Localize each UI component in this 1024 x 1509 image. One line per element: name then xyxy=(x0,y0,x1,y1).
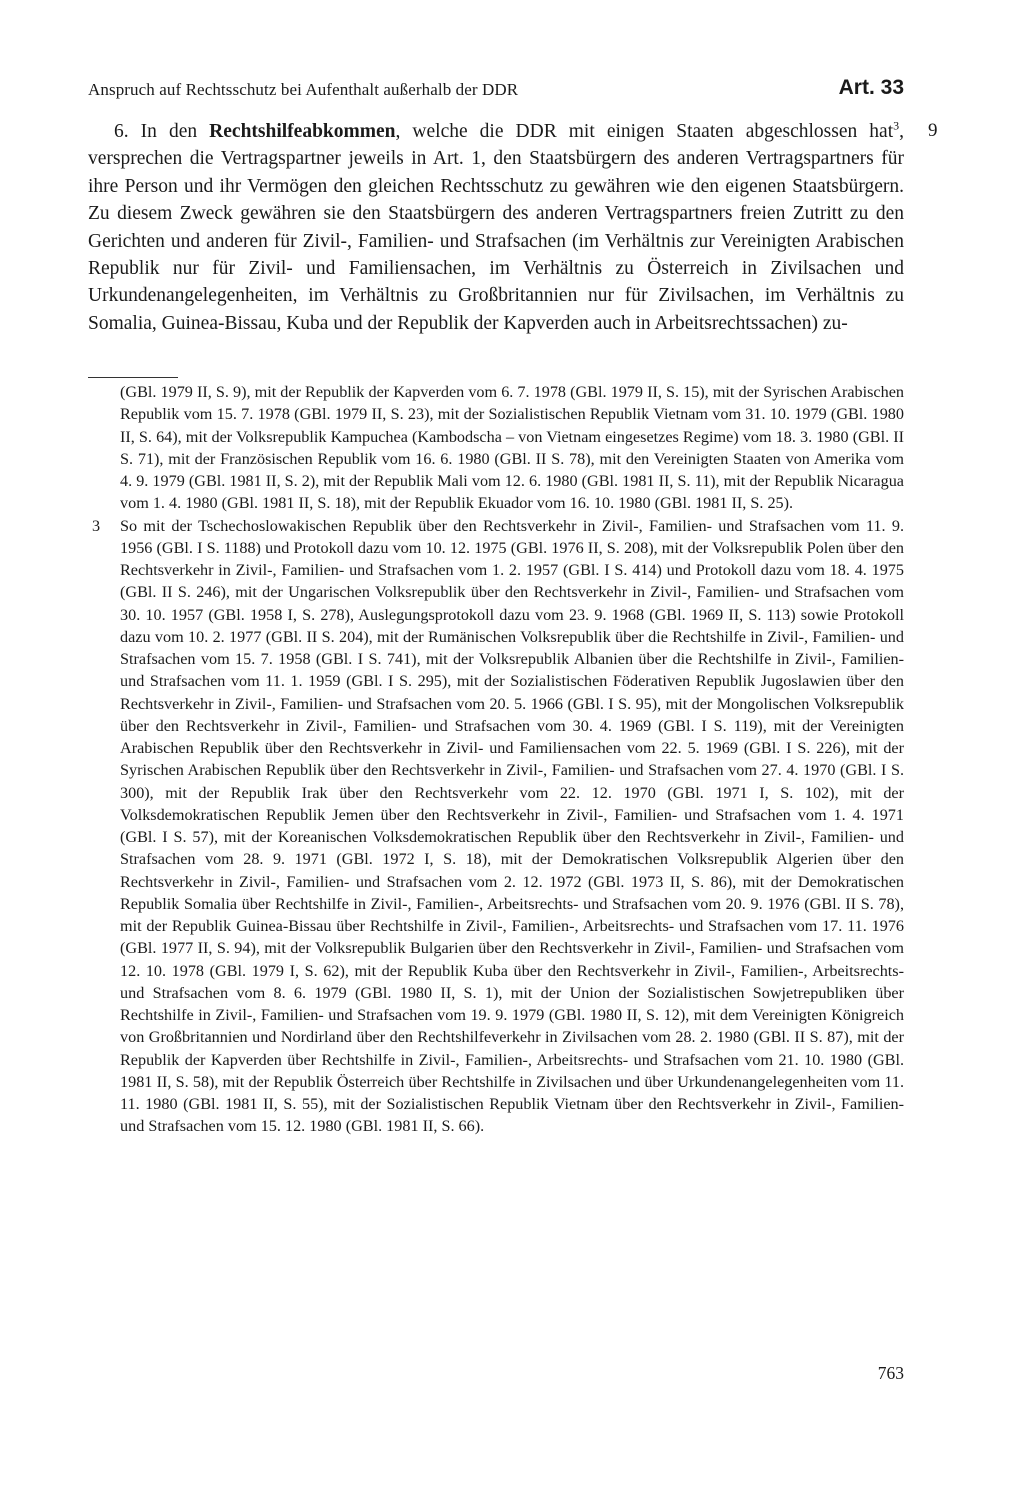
footnote-3 xyxy=(88,515,904,1138)
paragraph-mid: , welche die DDR mit einigen Staaten abgeschlossen hat xyxy=(395,121,894,142)
running-title: Anspruch auf Rechtsschutz bei Aufenthalt außerhalb der DDR xyxy=(88,80,519,99)
footnote-3-text: So mit der Tschechoslowakischen Republik über den Rechtsverkehr in Zivil-, Familien- und Strafsachen vom 11. 9. 1956 (GBl. I S. 1188) und Protokoll dazu vom 10. 12. 1975 (GBl. 1976 II, S. 208), mit der Volksrepublik Polen über den Rechtsverkehr in Zivil-, Familien- und Strafsachen vom 1. 2. 1957 (GBl. I S. 414) und Protokoll dazu vom 18. 4. 1975 (GBl. II S. 246), mit der Ungarischen Volksrepublik über den Rechtsverkehr in Zivil-, Familien- und Strafsachen vom 30. 10. 1957 (GBl. 1958 I, S. 278), Auslegungsprotokoll dazu vom 23. 9. 1968 (GBl. 1969 II, S. 113) sowie Protokoll dazu vom 10. 2. 1977 (GBl. II S. 204), mit der Rumänischen Volksrepublik über die Rechtshilfe in Zivil-, Familien- und Strafsachen vom 15. 7. 1958 (GBl. I S. 741), mit der Volksrepublik Albanien über die Rechtshilfe in Zivil-, Familien- und Strafsachen vom 11. 1. 1959 (GBl. I S. 295), mit der Sozialistischen Föderativen Republik Jugoslawien über den Rechtsverkehr in Zivil-, Familien- und Strafsachen vom 20. 5. 1966 (GBl. I S. 95), mit der Mongolischen Volksrepublik über den Rechtsverkehr in Zivil-, Familien- und Strafsachen vom 30. 4. 1969 (GBl. I S. 119), mit der Vereinigten Arabischen Republik über den Rechtsverkehr in Zivil- und Familiensachen vom 22. 5. 1969 (GBl. I S. 226), mit der Syrischen Arabischen Republik über den Rechtsverkehr in Zivil-, Familien- und Strafsachen vom 27. 4. 1970 (GBl. I S. 300), mit der Republik Irak über den Rechtsverkehr vom 22. 12. 1970 (GBl. 1971 I, S. 102), mit der Volksdemokratischen Republik Jemen über den Rechtsverkehr in Zivil-, Familien- und Strafsachen vom 1. 4. 1971 (GBl. I S. 57), mit der Koreanischen Volksdemokratischen Republik über den Rechtsverkehr in Zivil-, Familien- und Strafsachen vom 28. 9. 1971 (GBl. 1972 I, S. 18), mit der Demokratischen Volksrepublik Algerien über den Rechtsverkehr in Zivil-, Familien- und Strafsachen vom 2. 12. 1972 (GBl. 1973 II, S. 86), mit der Demokratischen Republik Somalia über Rechtshilfe in Zivil-, Familien-, Arbeitsrechts- und Strafsachen vom 20. 9. 1976 (GBl. II S. 78), mit der Republik Guinea-Bissau über Rechtshilfe in Zivil-, Familien-, Arbeitsrechts- und Strafsachen vom 17. 11. 1976 (GBl. 1977 II, S. 94), mit der Volksrepublik Bulgarien über den Rechtsverkehr in Zivil-, Familien- und Strafsachen vom 12. 10. 1978 (GBl. 1979 I, S. 62), mit der Republik Kuba über den Rechtsverkehr in Zivil-, Familien-, Arbeitsrechts- und Strafsachen vom 8. 6. 1979 (GBl. 1980 II, S. 1), mit der Union der Sozialistischen Sowjetrepubliken über Rechtshilfe in Zivil-, Familien- und Strafsachen vom 19. 9. 1979 (GBl. 1980 II, S. 12), mit dem Vereinigten Königreich von Großbritannien und Nordirland über den Rechtshilfeverkehr in Zivilsachen vom 28. 2. 1980 (GBl. II S. 87), mit der Republik der Kapverden über Rechtshilfe in Zivil-, Familien-, Arbeitsrechts- und Strafsachen vom 21. 10. 1980 (GBl. 1981 II, S. 58), mit der Republik Österreich über Rechtshilfe in Zivilsachen und über Urkundenangelegenheiten vom 11. 11. 1980 (GBl. 1981 II, S. 55), mit der Sozialistischen Republik Vietnam über den Rechtsverkehr in Zivil-, Familien- und Strafsachen vom 15. 12. 1980 (GBl. 1981 II, S. 66). xyxy=(120,516,904,1136)
footnotes xyxy=(88,381,904,1138)
page-number: 763 xyxy=(877,1363,904,1383)
running-head xyxy=(88,76,904,104)
bold-term: Rechtshilfeabkommen xyxy=(209,121,396,142)
footnote-reference: 3 xyxy=(893,118,900,133)
paragraph-rest: , versprechen die Vertragspartner jeweils in Art. 1, den Staatsbürgern des anderen Vertragspartners für ihre Person und ihr Vermögen den gleichen Rechtsschutz zu gewähren wie den eigenen Staatsbürgern. Zu diesem Zweck gewähren sie den Staatsbürgern des anderen Vertragspartners freien Zutritt zu den Gerichten und anderen für Zivil-, Familien- und Strafsachen (im Verhältnis zur Vereinigten Arabischen Republik nur für Zivil- und Familiensachen, im Verhältnis zu Österreich in Zivilsachen und Urkundenangelegenheiten, im Verhältnis zu Großbritannien nur für Zivilsachen, im Verhältnis zu Somalia, Guinea-Bissau, Kuba und der Republik der Kapverden auch in Arbeitsrechtssachen) zu- xyxy=(88,121,904,334)
main-paragraph xyxy=(88,118,904,337)
footnote-continued xyxy=(88,381,904,515)
footnote-divider xyxy=(88,377,178,378)
footnote-continued-text: (GBl. 1979 II, S. 9), mit der Republik der Kapverden vom 6. 7. 1978 (GBl. 1979 II, S. 15), mit der Syrischen Arabischen Republik vom 15. 7. 1978 (GBl. 1979 II, S. 23), mit der Sozialistischen Republik Vietnam vom 31. 10. 1979 (GBl. 1980 II, S. 64), mit der Volksrepublik Kampuchea (Kambodscha – von Vietnam eingesetzes Regime) vom 18. 3. 1980 (GBl. II S. 71), mit der Französischen Republik vom 16. 6. 1980 (GBl. II S. 78), mit den Vereinigten Staaten von Amerika vom 4. 9. 1979 (GBl. 1981 II, S. 2), mit der Republik Mali vom 12. 6. 1980 (GBl. 1981 II, S. 11), mit der Republik Nicaragua vom 1. 4. 1980 (GBl. 1981 II, S. 18), mit der Republik Ekuador vom 16. 10. 1980 (GBl. 1981 II, S. 25). xyxy=(120,383,904,513)
margin-number: 9 xyxy=(928,120,938,141)
footnote-3-mark: 3 xyxy=(92,516,101,535)
article-reference: Art. 33 xyxy=(838,76,904,99)
paragraph-lead: 6. In den xyxy=(114,121,210,142)
